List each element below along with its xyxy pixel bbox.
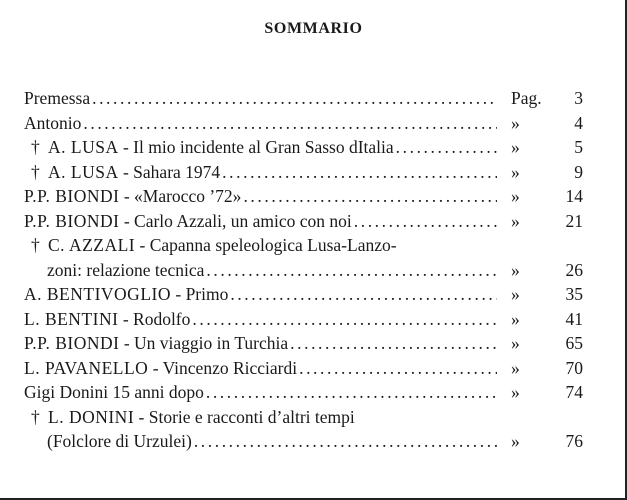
dagger-mark: † (31, 137, 40, 157)
toc-entry (24, 380, 607, 405)
page-label: » (511, 431, 520, 451)
page-label: » (511, 210, 520, 231)
dot-leader (206, 380, 497, 405)
page-label: » (511, 137, 520, 157)
dot-leader (206, 258, 497, 283)
entry-separator: - (118, 161, 134, 182)
page-label: » (511, 333, 520, 353)
page-reference (511, 331, 583, 356)
entry-title: Vincenzo Ricciardi (162, 357, 298, 378)
entry-author: P.P. BIONDI (24, 210, 120, 231)
dagger-mark: † (31, 406, 40, 427)
dagger-mark: † (31, 161, 40, 182)
dot-leader (222, 160, 497, 185)
toc-entry (24, 331, 607, 356)
dot-leader (299, 356, 497, 381)
page-number: 3 (574, 88, 583, 108)
toc-entry (24, 282, 607, 307)
page-number: 5 (574, 137, 583, 157)
dot-leader (354, 209, 497, 234)
page-number: 4 (574, 112, 583, 133)
entry-separator: - (119, 333, 135, 353)
page-number: 9 (574, 161, 583, 182)
toc-entry (24, 356, 607, 381)
dagger-mark: † (31, 235, 40, 255)
entry-title-continued: zoni: relazione tecnica (47, 259, 205, 280)
page-reference (511, 429, 583, 454)
page-label: » (511, 382, 520, 402)
page-reference (511, 380, 583, 405)
entry-author: L. DONINI (48, 406, 135, 427)
page-number: 41 (565, 308, 583, 329)
page-reference (511, 258, 583, 283)
table-of-contents (24, 86, 607, 454)
dot-leader (243, 184, 497, 209)
entry-title: Storie e racconti d’altri tempi (148, 406, 355, 427)
entry-title: Un viaggio in Turchia (134, 333, 289, 353)
entry-author: P.P. BIONDI (24, 333, 120, 353)
page-label: Pag. (511, 88, 542, 108)
entry-author: L. BENTINI (24, 308, 119, 329)
page-reference (511, 307, 583, 332)
entry-title: Antonio (24, 112, 82, 133)
page-label: » (511, 112, 520, 133)
dot-leader (396, 135, 497, 160)
toc-entry (24, 209, 607, 234)
entry-author: A. LUSA (48, 161, 119, 182)
page-title: SOMMARIO (264, 20, 363, 37)
page-label: » (511, 284, 520, 304)
entry-separator: - (118, 137, 134, 157)
entry-separator: - (148, 357, 163, 378)
entry-separator: - (119, 186, 135, 206)
dot-leader (92, 86, 497, 111)
page-reference (511, 86, 583, 111)
page-reference (511, 356, 583, 381)
page-label: » (511, 161, 520, 182)
dot-leader (290, 331, 497, 356)
page-number: 14 (565, 186, 583, 206)
toc-entry (24, 233, 607, 282)
toc-entry (24, 111, 607, 136)
page-number: 35 (565, 284, 583, 304)
entry-separator: - (135, 235, 150, 255)
entry-title-continued: (Folclore di Urzulei) (47, 431, 192, 451)
toc-entry (24, 405, 607, 454)
page-reference (511, 282, 583, 307)
page-label: » (511, 186, 520, 206)
entry-title: Premessa (24, 88, 91, 108)
toc-entry (24, 86, 607, 111)
page-reference (511, 135, 583, 160)
entry-author: L. PAVANELLO (24, 357, 149, 378)
page-label: » (511, 259, 520, 280)
entry-title: Gigi Donini 15 anni dopo (24, 382, 204, 402)
entry-title: Rodolfo (133, 308, 191, 329)
toc-entry (24, 160, 607, 185)
entry-title: Il mio incidente al Gran Sasso dItalia (133, 137, 394, 157)
page-number: 76 (565, 431, 583, 451)
toc-entry (24, 307, 607, 332)
page-label: » (511, 308, 520, 329)
entry-separator: - (170, 284, 186, 304)
page-number: 65 (565, 333, 583, 353)
page-number: 26 (565, 259, 583, 280)
entry-author: A. BENTIVOGLIO (24, 284, 171, 304)
dot-leader (194, 429, 497, 454)
dot-leader (230, 282, 497, 307)
entry-title: «Marocco ’72» (134, 186, 242, 206)
dot-leader (192, 307, 497, 332)
entry-title: Primo (185, 284, 229, 304)
page-reference (511, 111, 583, 136)
entry-author: C. AZZALI (48, 235, 136, 255)
page-number: 74 (565, 382, 583, 402)
entry-title: Capanna speleologica Lusa-Lanzo- (149, 235, 397, 255)
page-reference (511, 209, 583, 234)
page-label: » (511, 357, 520, 378)
page-number: 21 (565, 210, 583, 231)
toc-entry (24, 184, 607, 209)
page-reference (511, 184, 583, 209)
page-number: 70 (565, 357, 583, 378)
page-reference (511, 160, 583, 185)
entry-title: Sahara 1974 (133, 161, 221, 182)
toc-entry (24, 135, 607, 160)
entry-title: Carlo Azzali, un amico con noi (134, 210, 352, 231)
entry-author: P.P. BIONDI (24, 186, 120, 206)
entry-separator: - (118, 308, 134, 329)
dot-leader (83, 111, 497, 136)
entry-separator: - (119, 210, 135, 231)
entry-author: A. LUSA (48, 137, 119, 157)
entry-separator: - (134, 406, 149, 427)
